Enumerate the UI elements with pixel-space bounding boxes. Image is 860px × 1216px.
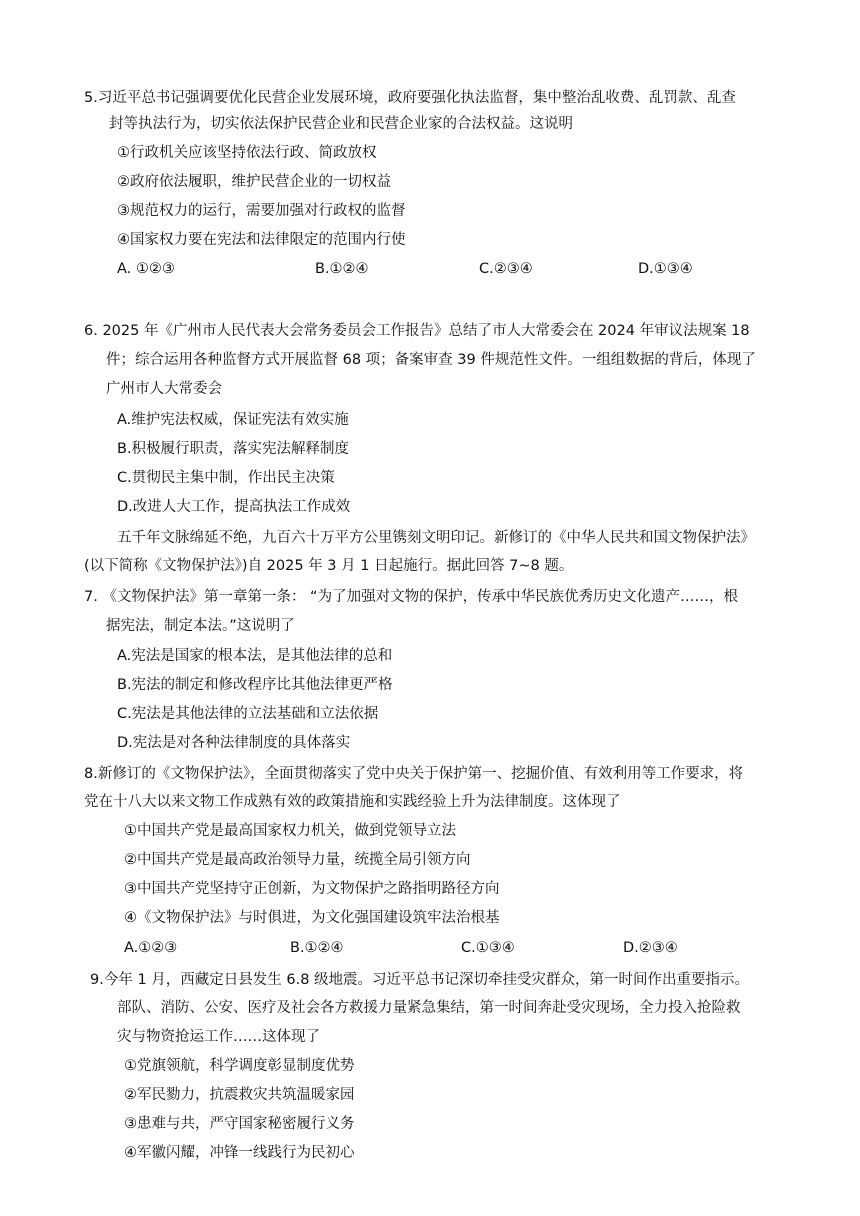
q8-option-d[interactable]: D.②③④ xyxy=(623,940,678,956)
q6-option-c[interactable]: C.贯彻民主集中制，作出民主决策 xyxy=(117,470,335,486)
q5-option-a[interactable]: A. ①②③ xyxy=(117,261,175,277)
q6-option-d[interactable]: D.改进人大工作，提高执法工作成效 xyxy=(117,499,351,515)
q5-item-2: ②政府依法履职，维护民营企业的一切权益 xyxy=(117,174,391,190)
q8-stem-line2: 党在十八大以来文物工作成熟有效的政策措施和实践经验上升为法律制度。这体现了 xyxy=(84,794,621,810)
q5-option-c[interactable]: C.②③④ xyxy=(479,261,533,277)
q8-options xyxy=(0,938,860,958)
q8-item-2: ②中国共产党是最高政治领导力量，统揽全局引领方向 xyxy=(124,852,471,868)
q6-stem-line2: 件；综合运用各种监督方式开展监督 68 项；备案审查 39 件规范性文件。一组组数据的背后，体现了 xyxy=(106,352,756,368)
q7-stem-line2: 据宪法，制定本法。”这说明了 xyxy=(106,618,295,634)
q7-option-a[interactable]: A.宪法是国家的根本法，是其他法律的总和 xyxy=(117,648,393,664)
q5-item-1: ①行政机关应该坚持依法行政、简政放权 xyxy=(117,145,377,161)
material-line2: (以下简称《文物保护法》)自 2025 年 3 月 1 日起施行。据此回答 7~8 题。 xyxy=(84,558,574,574)
material-line1: 五千年文脉绵延不绝，九百六十万平方公里镌刻文明印记。新修订的《中华人民共和国文物保护法》 xyxy=(117,530,755,546)
q6-stem-line1: 6. 2025 年《广州市人民代表大会常务委员会工作报告》总结了市人大常委会在 2024 年审议法规案 18 xyxy=(84,323,750,339)
q7-option-c[interactable]: C.宪法是其他法律的立法基础和立法依据 xyxy=(117,706,379,722)
q9-item-2: ②军民勠力，抗震救灾共筑温暖家园 xyxy=(124,1087,355,1103)
q8-option-c[interactable]: C.①③④ xyxy=(461,940,515,956)
q8-item-3: ③中国共产党坚持守正创新，为文物保护之路指明路径方向 xyxy=(124,881,500,897)
q8-stem-line1: 8.新修订的《文物保护法》，全面贯彻落实了党中央关于保护第一、挖掘价值、有效利用等工作要求，将 xyxy=(84,766,744,782)
q5-option-d[interactable]: D.①③④ xyxy=(638,261,693,277)
q8-item-1: ①中国共产党是最高国家权力机关，做到党领导立法 xyxy=(124,823,456,839)
q8-option-a[interactable]: A.①②③ xyxy=(124,940,178,956)
q9-stem-line3: 灾与物资抢运工作……这体现了 xyxy=(117,1029,320,1045)
q6-option-a[interactable]: A.维护宪法权威，保证宪法有效实施 xyxy=(117,412,349,428)
q9-item-4: ④军徽闪耀，冲锋一线践行为民初心 xyxy=(124,1145,355,1161)
q8-item-4: ④《文物保护法》与时俱进，为文化强国建设筑牢法治根基 xyxy=(124,910,500,926)
q7-stem-line1: 7. 《文物保护法》第一章第一条： “为了加强对文物的保护，传承中华民族优秀历史文化遗产……，根 xyxy=(84,589,739,605)
q9-item-3: ③患难与共，严守国家秘密履行义务 xyxy=(124,1116,355,1132)
q9-stem-line2: 部队、消防、公安、医疗及社会各方救援力量紧急集结，第一时间奔赴受灾现场，全力投入抢险救 xyxy=(117,1000,741,1016)
q6-stem-line3: 广州市人大常委会 xyxy=(106,381,222,397)
q9-stem-line1: 9.今年 1 月，西藏定日县发生 6.8 级地震。习近平总书记深切牵挂受灾群众，第一时间作出重要指示。 xyxy=(90,972,750,988)
q5-stem-line2: 封等执法行为，切实依法保护民营企业和民营企业家的合法权益。这说明 xyxy=(109,116,573,132)
q5-option-b[interactable]: B.①②④ xyxy=(315,261,369,277)
q8-option-b[interactable]: B.①②④ xyxy=(290,940,344,956)
q7-option-d[interactable]: D.宪法是对各种法律制度的具体落实 xyxy=(117,735,351,751)
q5-stem-line1: 5.习近平总书记强调要优化民营企业发展环境，政府要强化执法监督，集中整治乱收费、乱罚款、乱查 xyxy=(84,90,736,106)
q5-options xyxy=(0,259,860,279)
q6-option-b[interactable]: B.积极履行职责，落实宪法解释制度 xyxy=(117,441,350,457)
q9-item-1: ①党旗领航，科学调度彰显制度优势 xyxy=(124,1058,355,1074)
q5-item-4: ④国家权力要在宪法和法律限定的范围内行使 xyxy=(117,232,406,248)
q7-option-b[interactable]: B.宪法的制定和修改程序比其他法律更严格 xyxy=(117,677,393,693)
q5-item-3: ③规范权力的运行，需要加强对行政权的监督 xyxy=(117,203,406,219)
